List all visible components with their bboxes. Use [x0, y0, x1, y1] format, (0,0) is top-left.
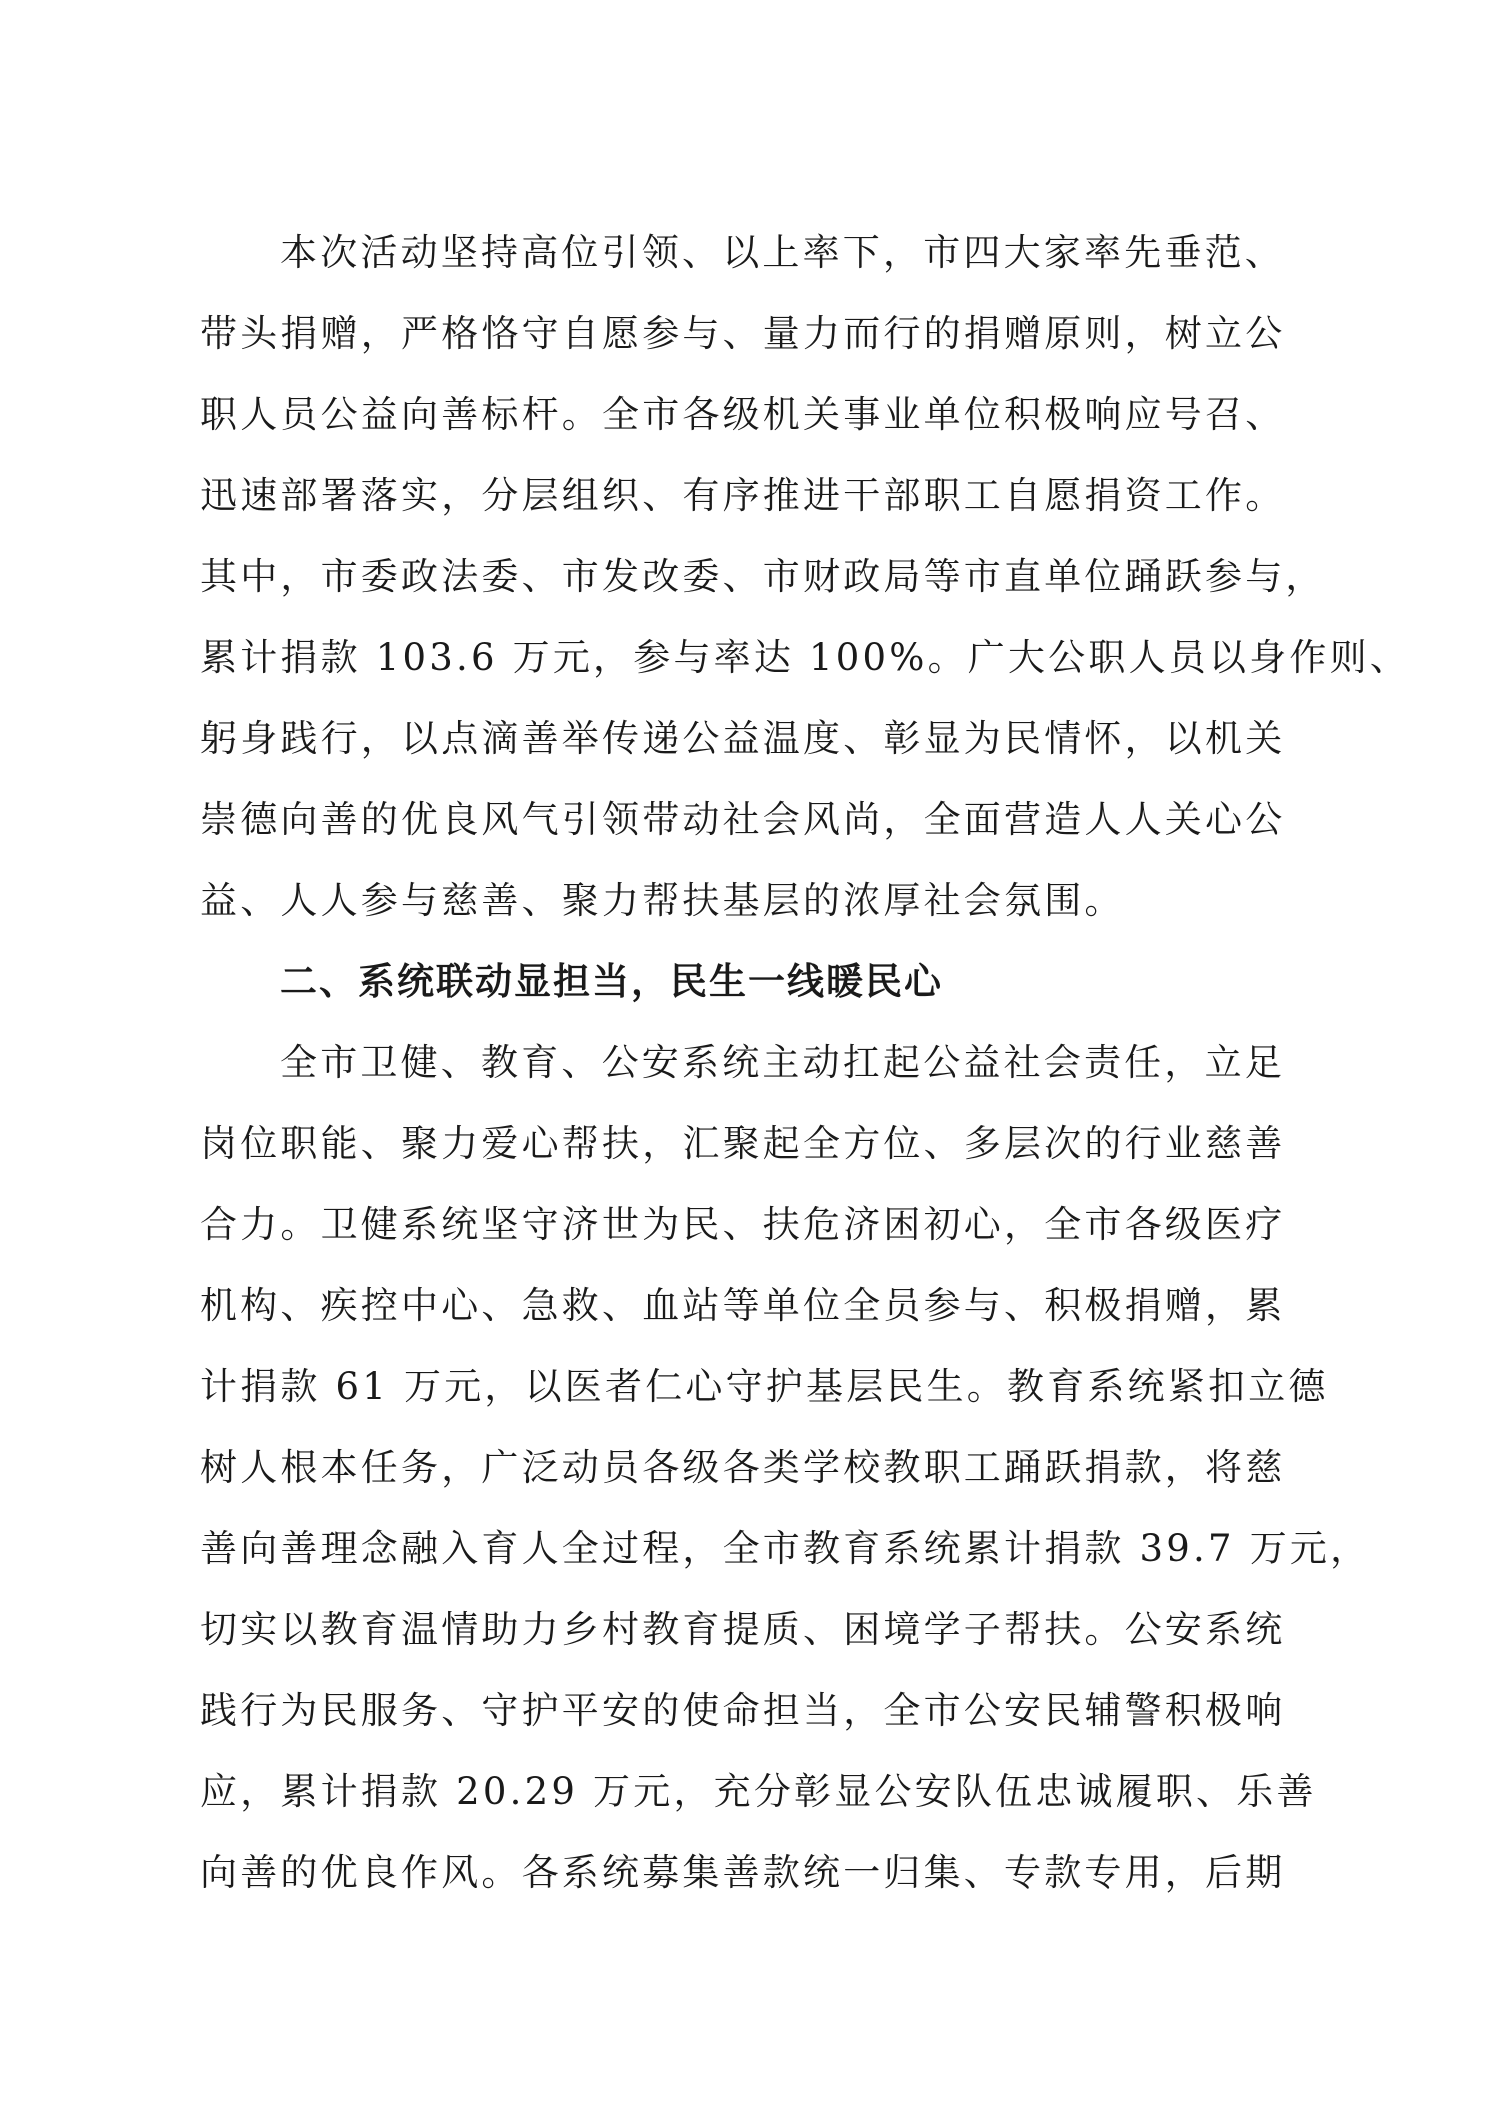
text-line: 本次活动坚持高位引领、以上率下，市四大家率先垂范、 [280, 231, 1285, 274]
paragraph-donation-overview [200, 212, 1410, 941]
section-heading: 二、系统联动显担当，民生一线暖民心 [280, 960, 943, 1003]
document-body [200, 212, 1410, 1913]
text-line: 善向善理念融入育人全过程，全市教育系统累计捐款 39.7 万元， [200, 1527, 1371, 1570]
text-line: 职人员公益向善标杆。全市各级机关事业单位积极响应号召、 [200, 393, 1286, 436]
text-line: 树人根本任务，广泛动员各级各类学校教职工踊跃捐款，将慈 [200, 1446, 1286, 1489]
text-line: 累计捐款 103.6 万元，参与率达 100%。广大公职人员以身作则、 [200, 636, 1410, 679]
text-line: 益、人人参与慈善、聚力帮扶基层的浓厚社会氛围。 [200, 879, 1125, 922]
text-line: 合力。卫健系统坚守济世为民、扶危济困初心，全市各级医疗 [200, 1203, 1286, 1246]
text-line: 迅速部署落实，分层组织、有序推进干部职工自愿捐资工作。 [200, 474, 1286, 517]
text-line: 带头捐赠，严格恪守自愿参与、量力而行的捐赠原则，树立公 [200, 312, 1286, 355]
text-line: 其中，市委政法委、市发改委、市财政局等市直单位踊跃参与， [200, 555, 1326, 598]
text-line: 践行为民服务、守护平安的使命担当，全市公安民辅警积极响 [200, 1689, 1286, 1732]
text-line: 计捐款 61 万元，以医者仁心守护基层民生。教育系统紧扣立德 [200, 1365, 1329, 1408]
text-line: 岗位职能、聚力爱心帮扶，汇聚起全方位、多层次的行业慈善 [200, 1122, 1286, 1165]
text-line: 躬身践行，以点滴善举传递公益温度、彰显为民情怀，以机关 [200, 717, 1286, 760]
text-line: 全市卫健、教育、公安系统主动扛起公益社会责任，立足 [280, 1041, 1285, 1084]
text-line: 崇德向善的优良风气引领带动社会风尚，全面营造人人关心公 [200, 798, 1286, 841]
text-line: 应，累计捐款 20.29 万元，充分彰显公安队伍忠诚履职、乐善 [200, 1770, 1317, 1813]
text-line: 向善的优良作风。各系统募集善款统一归集、专款专用，后期 [200, 1851, 1286, 1894]
text-line: 切实以教育温情助力乡村教育提质、困境学子帮扶。公安系统 [200, 1608, 1286, 1651]
paragraph-system-donations [200, 1022, 1371, 1913]
text-line: 机构、疾控中心、急救、血站等单位全员参与、积极捐赠，累 [200, 1284, 1286, 1327]
